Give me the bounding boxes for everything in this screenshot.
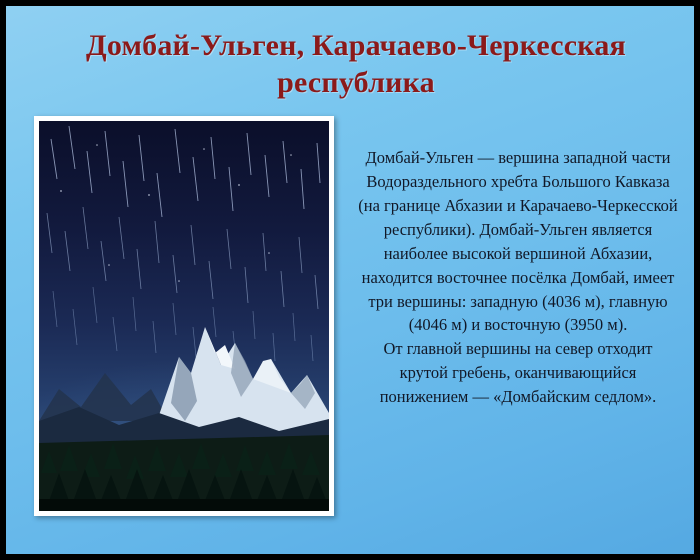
body-paragraph-2: От главной вершины на север отходит крутой гребень, оканчивающийся понижением — «Домбайским седлом». <box>379 339 657 407</box>
mountain-range-icon <box>39 121 329 511</box>
night-sky-star-trails-over-snowy-mountains-photo <box>39 121 329 511</box>
body-paragraph-1: Домбай-Ульген — вершина западной части Водораздельного хребта Большого Кавказа (на границе Абхазии и Карачаево-Черкесской республики). Домбай-Ульген является наиболее высокой вершиной Абхазии, находится восточнее посёлка Домбай, имеет три вершины: западную (4036 м), главную (4046 м) и восточную (3950 м). <box>358 148 678 335</box>
page-title: Домбай-Ульген, Карачаево-Черкесская республика <box>86 29 626 99</box>
photo-frame <box>34 116 334 516</box>
body-text <box>358 146 678 409</box>
